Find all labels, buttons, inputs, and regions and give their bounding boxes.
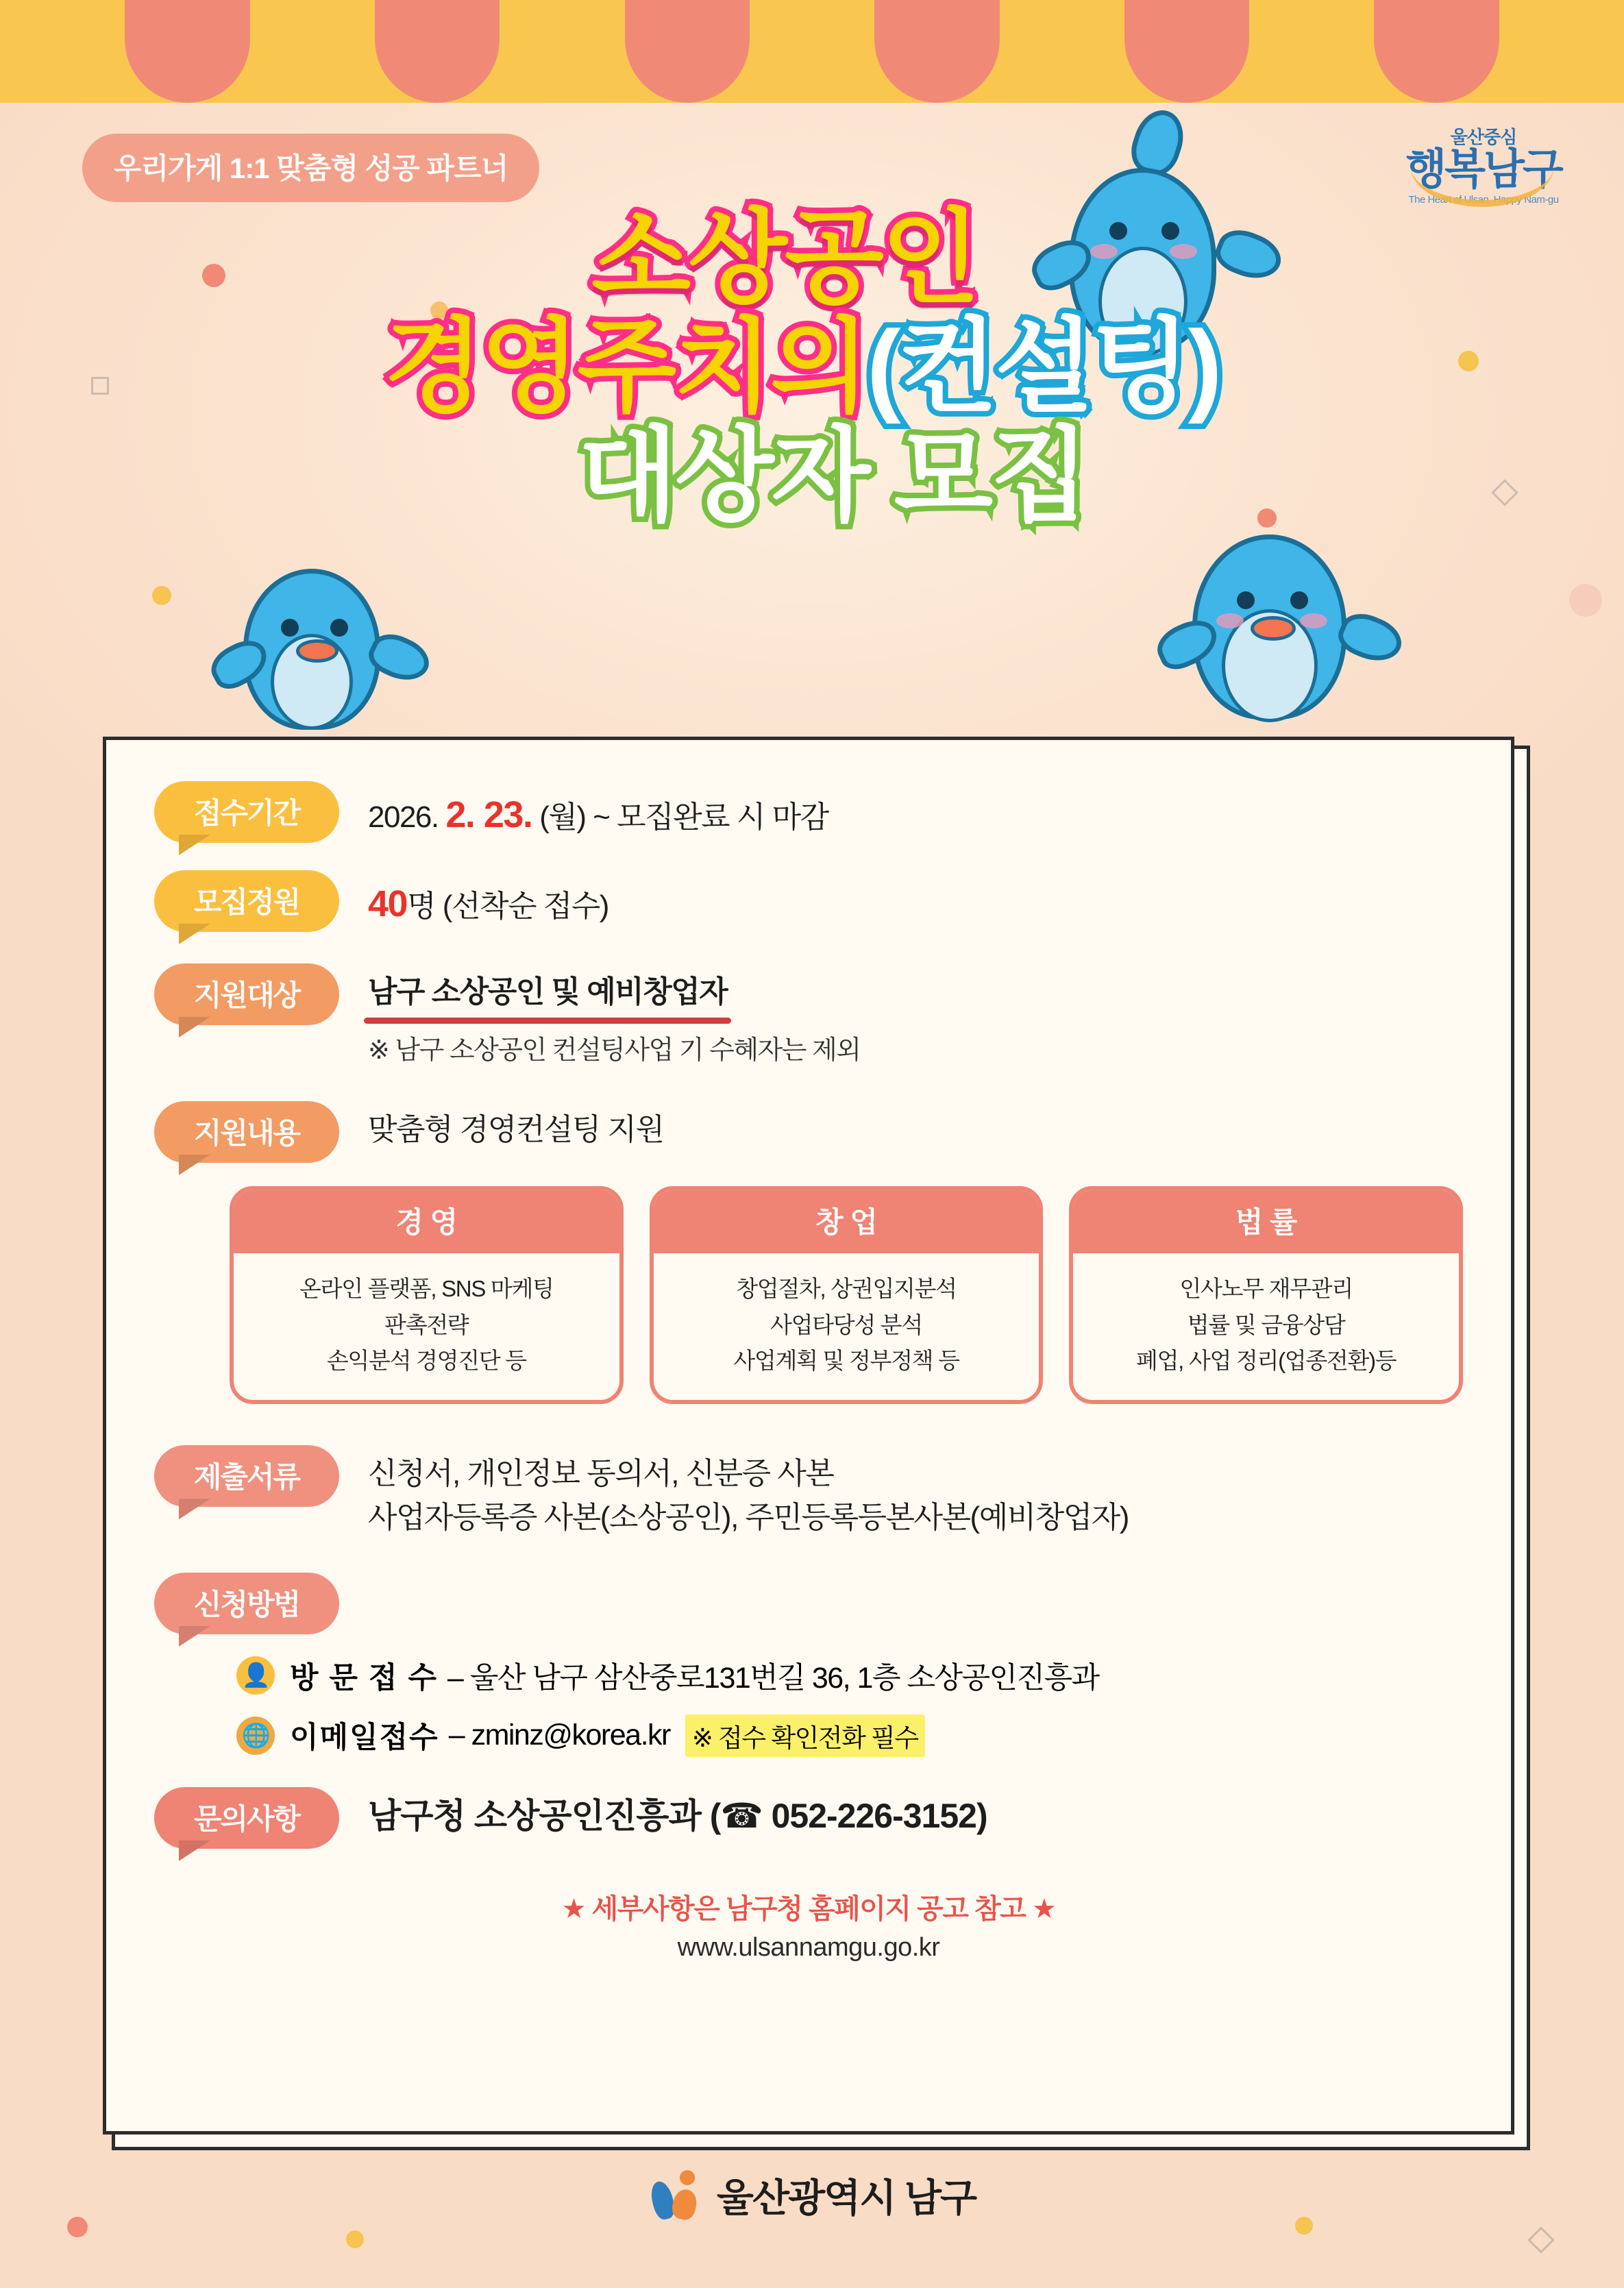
apply-visit-label: 방 문 접 수 xyxy=(290,1661,438,1695)
scallop xyxy=(1124,0,1249,103)
label-contact: 문의사항 xyxy=(154,1787,339,1849)
star-icon: ★ xyxy=(1031,1893,1056,1924)
ulsan-namgu-mark-icon xyxy=(648,2169,702,2222)
mascot-beak-icon xyxy=(296,639,339,663)
card-line: 사업계획 및 정부정책 등 xyxy=(733,1348,959,1374)
card-startup xyxy=(650,1186,1044,1404)
row-contact xyxy=(154,1787,1463,1849)
apply-method-email xyxy=(236,1714,1463,1757)
scallop xyxy=(1374,0,1499,103)
footnote-text: 세부사항은 남구청 홈페이지 공고 참고 xyxy=(591,1893,1026,1924)
documents-line: 사업자등록증 사본(소상공인), 주민등록등본사본(예비창업자) xyxy=(368,1501,1129,1535)
logo-sub-text: The Heart of Ulsan, Happy Nam-gu xyxy=(1408,194,1559,206)
bottom-brand-name: 울산광역시 남구 xyxy=(716,2176,976,2219)
star-icon: ★ xyxy=(561,1893,586,1924)
namgu-logo xyxy=(1398,123,1569,206)
mark-dot xyxy=(680,2170,695,2185)
label-target: 지원대상 xyxy=(154,963,339,1025)
card-line: 인사노무 재무관리 xyxy=(1179,1275,1353,1301)
scallop xyxy=(500,0,624,103)
mascot-bird-right xyxy=(1192,534,1364,754)
title-line-2 xyxy=(0,309,1614,424)
row-period xyxy=(154,781,1463,843)
value-documents xyxy=(339,1445,1463,1540)
label-period: 접수기간 xyxy=(154,781,339,843)
mascot-body xyxy=(1192,534,1346,719)
apply-email-highlight: ※ 접수 확인전화 필수 xyxy=(685,1714,925,1757)
value-period xyxy=(339,781,1463,841)
bottom-brand xyxy=(0,2168,1624,2223)
value-support: 맞춤형 경영컨설팅 지원 xyxy=(368,1112,664,1146)
footnote-url: www.ulsannamgu.go.kr xyxy=(677,1932,940,1962)
mascot-eye-icon xyxy=(1237,591,1255,609)
info-panel-inner xyxy=(106,740,1511,2131)
card-startup-body xyxy=(654,1253,1039,1400)
apply-visit-text: – 울산 남구 삼산중로131번길 36, 1층 소상공인진흥과 xyxy=(447,1661,1099,1695)
capacity-suffix: 명 (선착순 접수) xyxy=(407,889,608,923)
mascot-blush xyxy=(1216,613,1244,628)
footnote-line-1 xyxy=(154,1887,1463,1926)
logo-main-text: 행복남구 xyxy=(1405,146,1562,193)
footnote xyxy=(154,1887,1463,1963)
card-management-body xyxy=(234,1253,619,1400)
apply-method-visit xyxy=(236,1655,1463,1697)
documents-line: 신청서, 개인정보 동의서, 신분증 사본 xyxy=(368,1457,834,1491)
mascot-eye-icon xyxy=(330,619,348,637)
decorative-dot xyxy=(1569,584,1602,617)
card-management-title: 경 영 xyxy=(234,1190,619,1253)
card-legal-title: 법 률 xyxy=(1073,1190,1459,1253)
label-apply: 신청방법 xyxy=(154,1573,339,1634)
title-line-3: 대상자 모집 xyxy=(578,418,1087,533)
scallop xyxy=(0,0,125,103)
info-panel xyxy=(103,737,1514,2135)
label-support: 지원내용 xyxy=(154,1101,339,1163)
target-main: 남구 소상공인 및 예비창업자 xyxy=(368,970,727,1014)
scallop xyxy=(375,0,500,103)
card-line: 판촉전략 xyxy=(384,1312,469,1338)
row-target xyxy=(154,963,1463,1070)
row-apply xyxy=(154,1573,1463,1634)
card-line: 사업타당성 분석 xyxy=(770,1312,922,1338)
period-suffix: (월) ~ 모집완료 시 마감 xyxy=(539,800,828,834)
decorative-dot xyxy=(346,2230,364,2248)
scallop xyxy=(125,0,249,103)
scallop xyxy=(1000,0,1124,103)
scallop-band xyxy=(0,0,1624,103)
card-line: 온라인 플랫폼, SNS 마케팅 xyxy=(299,1275,554,1301)
row-support xyxy=(154,1101,1463,1163)
target-note: ※ 남구 소상공인 컨설팅사업 기 수혜자는 제외 xyxy=(368,1035,861,1065)
tagline: 우리가게 1:1 맞춤형 성공 파트너 xyxy=(82,134,539,202)
card-legal xyxy=(1069,1186,1463,1404)
card-line: 법률 및 금융상담 xyxy=(1187,1312,1345,1338)
mascot-eye-icon xyxy=(281,619,299,637)
mascot-blush xyxy=(1300,613,1327,628)
mascot-beak-icon xyxy=(1251,616,1296,641)
mark-shape-orange xyxy=(670,2187,699,2222)
globe-icon: 🌐 xyxy=(236,1717,275,1755)
label-documents: 제출서류 xyxy=(154,1445,339,1507)
scallop xyxy=(1249,0,1374,103)
logo-top-text: 울산중심 xyxy=(1450,127,1517,147)
value-capacity xyxy=(339,870,1463,931)
card-startup-title: 창 업 xyxy=(654,1190,1039,1253)
scallop xyxy=(1499,0,1624,103)
mascot-eye-icon xyxy=(1290,591,1308,609)
period-date: 2. 23. xyxy=(445,794,532,835)
scallop xyxy=(250,0,375,103)
card-line: 폐업, 사업 정리(업종전환)등 xyxy=(1136,1348,1397,1374)
scallop-row xyxy=(0,0,1624,103)
row-capacity xyxy=(154,870,1463,932)
title-line-2-a: 경영주치의 xyxy=(384,309,867,424)
title-line-2-b: (컨설팅) xyxy=(866,309,1220,424)
row-documents xyxy=(154,1445,1463,1540)
card-legal-body xyxy=(1073,1253,1459,1400)
card-line: 창업절차, 상권입지분석 xyxy=(736,1275,957,1301)
card-line: 손익분석 경영진단 등 xyxy=(326,1348,526,1374)
title-line-1: 소상공인 xyxy=(591,200,978,315)
scallop xyxy=(874,0,999,103)
support-cards xyxy=(230,1186,1463,1404)
apply-email-text: – zminz@korea.kr xyxy=(448,1719,670,1752)
apply-email-label: 이메일접수 xyxy=(290,1721,439,1755)
period-prefix: 2026. xyxy=(368,800,439,834)
capacity-number: 40 xyxy=(368,883,408,924)
scallop xyxy=(750,0,874,103)
scallop xyxy=(625,0,750,103)
person-icon: 👤 xyxy=(236,1656,275,1695)
value-contact: 남구청 소상공인진흥과 (☎ 052-226-3152) xyxy=(368,1796,987,1835)
decorative-dot xyxy=(152,586,171,605)
label-capacity: 모집정원 xyxy=(154,870,339,932)
value-target xyxy=(339,963,1463,1070)
card-management xyxy=(230,1186,624,1404)
